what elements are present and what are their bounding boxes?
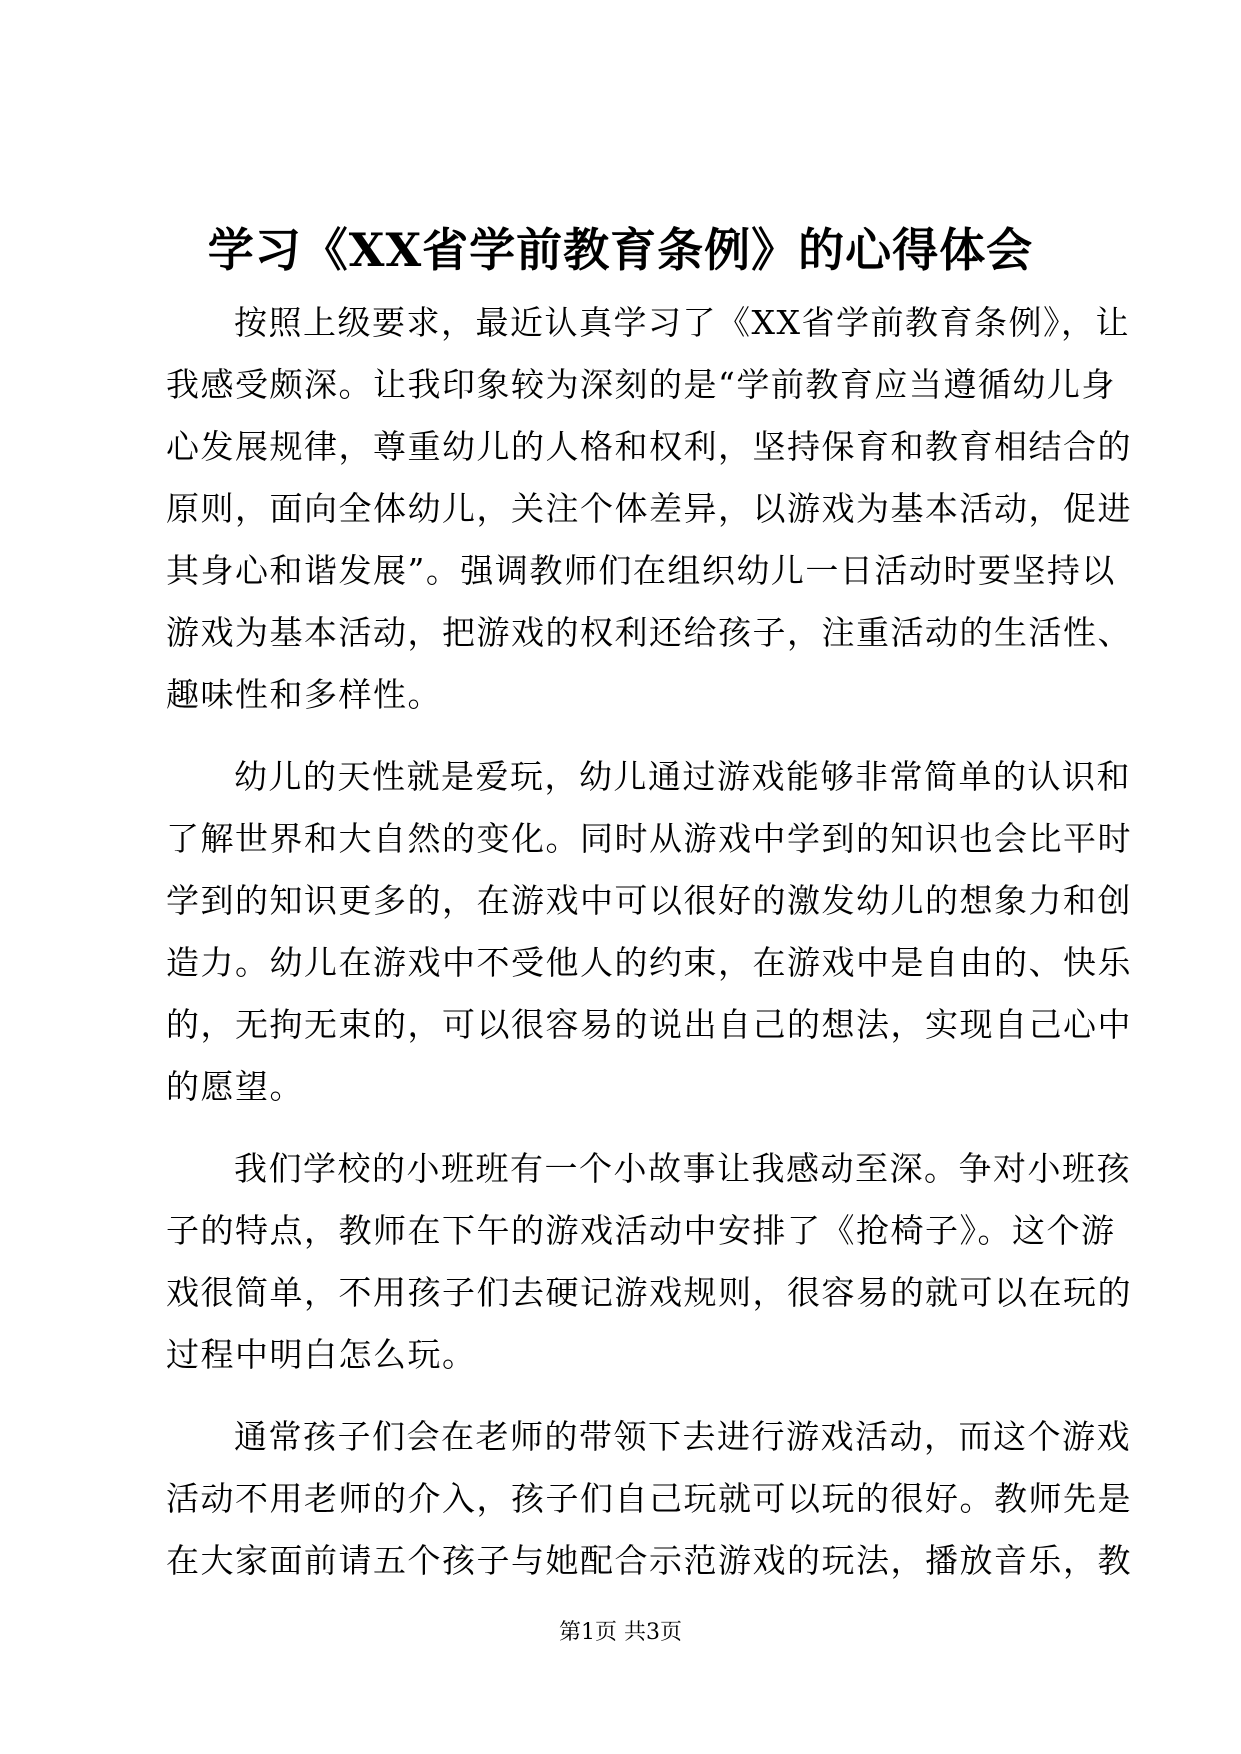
paragraph-line: 在大家面前请五个孩子与她配合示范游戏的玩法，播放音乐，教 xyxy=(166,1541,1132,1580)
paragraph-line: 其身心和谐发展”。强调教师们在组织幼儿一日活动时要坚持以 xyxy=(166,551,1116,590)
document-body xyxy=(166,292,1132,1612)
paragraph-line: 造力。幼儿在游戏中不受他人的约束，在游戏中是自由的、快乐 xyxy=(166,943,1132,982)
paragraph-line: 戏很简单，不用孩子们去硬记游戏规则，很容易的就可以在玩的 xyxy=(166,1273,1132,1312)
paragraph-line: 心发展规律，尊重幼儿的人格和权利，坚持保育和教育相结合的 xyxy=(166,427,1132,466)
paragraph-2 xyxy=(166,746,1132,1118)
paragraph-line: 我感受颇深。让我印象较为深刻的是“学前教育应当遵循幼儿身 xyxy=(166,365,1116,404)
paragraph-line: 原则，面向全体幼儿，关注个体差异，以游戏为基本活动，促进 xyxy=(166,489,1132,528)
paragraph-line: 了解世界和大自然的变化。同时从游戏中学到的知识也会比平时 xyxy=(166,819,1132,858)
paragraph-line: 趣味性和多样性。 xyxy=(166,675,442,714)
paragraph-line: 幼儿的天性就是爱玩，幼儿通过游戏能够非常简单的认识和 xyxy=(234,757,1131,796)
paragraph-line: 过程中明白怎么玩。 xyxy=(166,1335,477,1374)
paragraph-line: 子的特点，教师在下午的游戏活动中安排了《抢椅子》。这个游 xyxy=(166,1211,1116,1250)
page-footer: 第1页 共3页 xyxy=(559,1620,682,1645)
paragraph-line: 按照上级要求，最近认真学习了《XX省学前教育条例》，让 xyxy=(234,303,1130,342)
paragraph-line: 游戏为基本活动，把游戏的权利还给孩子，注重活动的生活性、 xyxy=(166,613,1132,652)
paragraph-4 xyxy=(166,1406,1132,1592)
paragraph-line: 学到的知识更多的，在游戏中可以很好的激发幼儿的想象力和创 xyxy=(166,881,1132,920)
paragraph-line: 活动不用老师的介入，孩子们自己玩就可以玩的很好。教师先是 xyxy=(166,1479,1132,1518)
paragraph-1 xyxy=(166,292,1132,726)
paragraph-line: 的，无拘无束的，可以很容易的说出自己的想法，实现自己心中 xyxy=(166,1005,1132,1044)
paragraph-3 xyxy=(166,1138,1132,1386)
paragraph-line: 的愿望。 xyxy=(166,1067,304,1106)
paragraph-line: 通常孩子们会在老师的带领下去进行游戏活动，而这个游戏 xyxy=(234,1417,1131,1456)
document-title: 学习《XX省学前教育条例》的心得体会 xyxy=(207,223,1034,277)
paragraph-line: 我们学校的小班班有一个小故事让我感动至深。争对小班孩 xyxy=(234,1149,1131,1188)
